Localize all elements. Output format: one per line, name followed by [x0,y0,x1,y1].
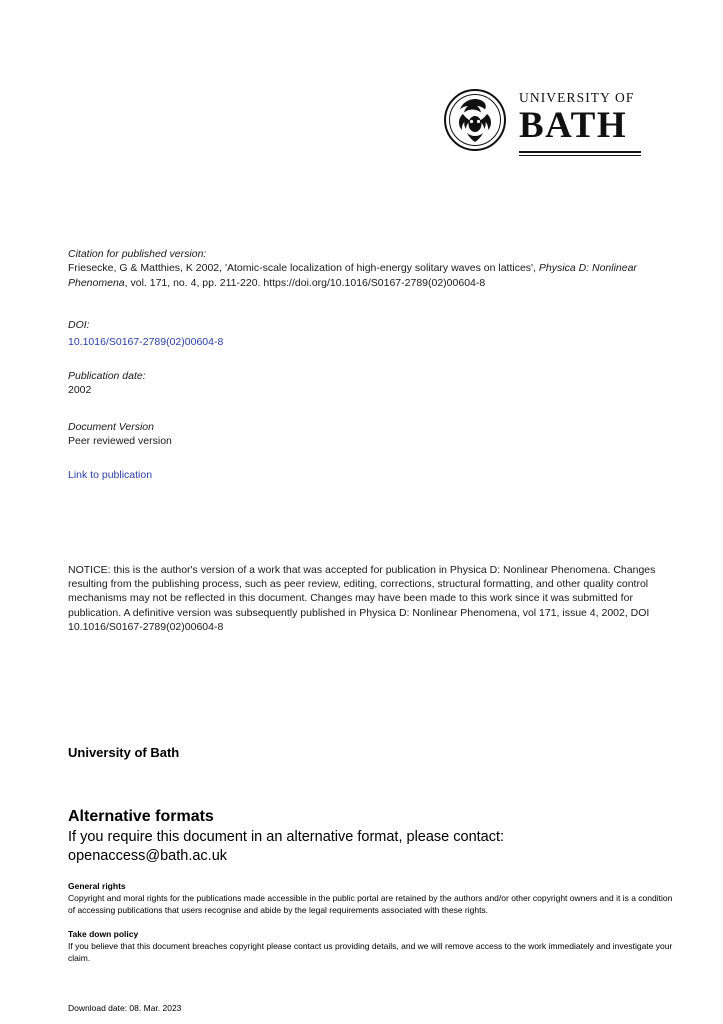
doi-block [68,318,676,350]
alternative-formats-block [68,806,676,866]
rights-block [68,880,676,964]
document-version-value: Peer reviewed version [68,435,172,447]
bath-crest-icon [443,88,507,152]
alternative-formats-email[interactable]: openaccess@bath.ac.uk [68,848,228,864]
link-to-publication-block [68,465,676,483]
university-block [68,745,676,760]
doi-link[interactable]: 10.1016/S0167-2789(02)00604-8 [68,336,224,348]
logo-rule-thin [519,155,641,156]
alternative-formats-body: If you require this document in an alternative format, please contact: [68,829,505,845]
download-date-block [68,1002,676,1014]
publication-date-block [68,369,676,397]
download-date-text: Download date: 08. Mar. 2023 [68,1003,182,1013]
take-down-policy-heading: Take down policy [68,929,139,939]
logo-university-line: UNIVERSITY OF [519,90,635,105]
rights-spacer [68,916,676,928]
citation-label: Citation for published version: [68,248,207,260]
link-to-publication[interactable]: Link to publication [68,469,153,481]
general-rights-heading: General rights [68,881,126,891]
notice-text: NOTICE: this is the author's version of a work that was accepted for publication in Physica D: Nonlinear Phenomena. Changes resulting from the publishing process, such as peer review, editing, corrections, structural formatting, and other quality control mechanisms may not be reflected in this document. Changes may have been made to this work since it was submitted for publication. A definitive version was subsequently published in Physica D: Nonlinear Phenomena, vol 171, issue 4, 2002, DOI 10.1016/S0167-2789(02)00604-8 [68,564,656,633]
logo-bath-line: BATH [519,105,628,146]
doi-label: DOI: [68,319,90,331]
logo-wordmark [519,90,643,146]
university-name: University of Bath [68,745,180,760]
citation-rest: , vol. 171, no. 4, pp. 211-220. https://doi.org/10.1016/S0167-2789(02)00604-8 [124,276,486,289]
general-rights-body: Copyright and moral rights for the publications made accessible in the public portal are retained by the authors and/or other copyright owners and it is a condition of accessing publications that users recognise and abide by the legal requirements associated with these rights. [68,893,673,915]
publication-date-label: Publication date: [68,370,146,382]
publication-date-value: 2002 [68,384,92,396]
citation-authors-year: Friesecke, G & Matthies, K 2002, 'Atomic-scale localization of high-energy solitary waves on lattices', [68,262,539,274]
document-version-block [68,420,676,448]
citation-journal: Physica D: Nonlinear Phenomena [68,262,637,289]
logo-rule-thick [519,151,641,153]
citation-block [68,247,676,290]
notice-block [68,563,676,634]
take-down-policy-body: If you believe that this document breaches copyright please contact us providing details, and we will remove access to the work immediately and investigate your claim. [68,941,673,963]
alternative-formats-title: Alternative formats [68,808,214,825]
university-logo [443,88,643,160]
citation-value [68,261,676,290]
document-version-label: Document Version [68,421,154,433]
